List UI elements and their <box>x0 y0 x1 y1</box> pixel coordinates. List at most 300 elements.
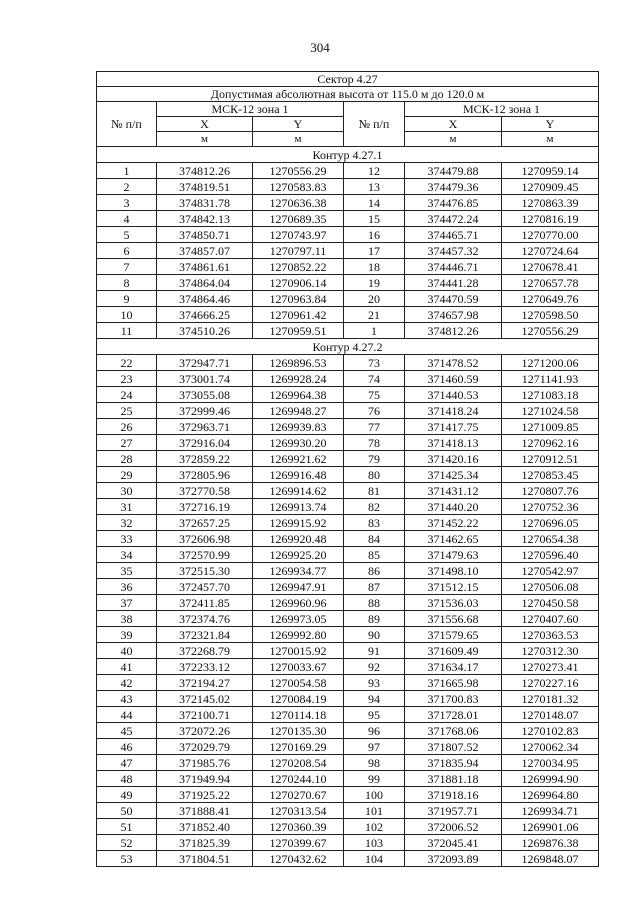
x-value-right: 374441.28 <box>405 275 502 291</box>
point-number-right: 73 <box>344 355 405 371</box>
y-value-left: 1269914.62 <box>253 483 344 499</box>
x-value-right: 371431.12 <box>405 483 502 499</box>
table-row <box>97 835 599 851</box>
y-value-right: 1270962.16 <box>502 435 599 451</box>
point-number-left: 32 <box>97 515 157 531</box>
y-value-right: 1270696.05 <box>502 515 599 531</box>
y-value-right: 1270657.78 <box>502 275 599 291</box>
y-value-left: 1270084.19 <box>253 691 344 707</box>
point-number-left: 22 <box>97 355 157 371</box>
point-number-right: 84 <box>344 531 405 547</box>
x-value-right: 371881.18 <box>405 771 502 787</box>
x-value-left: 372716.19 <box>157 499 253 515</box>
y-value-right: 1271024.58 <box>502 403 599 419</box>
y-value-left: 1270208.54 <box>253 755 344 771</box>
y-value-right: 1269848.07 <box>502 851 599 867</box>
y-value-left: 1269913.74 <box>253 499 344 515</box>
x-value-right: 371807.52 <box>405 739 502 755</box>
point-number-left: 33 <box>97 531 157 547</box>
x-value-left: 374861.61 <box>157 259 253 275</box>
point-number-right: 17 <box>344 243 405 259</box>
x-value-left: 372999.46 <box>157 403 253 419</box>
y-value-left: 1270270.67 <box>253 787 344 803</box>
system-header-right: МСК-12 зона 1 <box>405 102 599 117</box>
y-value-right: 1270102.83 <box>502 723 599 739</box>
x-value-left: 372515.30 <box>157 563 253 579</box>
x-value-left: 372570.99 <box>157 547 253 563</box>
x-value-right: 372006.52 <box>405 819 502 835</box>
point-number-right: 21 <box>344 307 405 323</box>
x-value-right: 371462.65 <box>405 531 502 547</box>
y-value-left: 1270852.22 <box>253 259 344 275</box>
x-value-left: 371985.76 <box>157 755 253 771</box>
y-value-right: 1270598.50 <box>502 307 599 323</box>
y-header-right: Y <box>502 117 599 132</box>
y-value-right: 1270863.39 <box>502 195 599 211</box>
y-value-left: 1269947.91 <box>253 579 344 595</box>
x-value-left: 374857.07 <box>157 243 253 259</box>
point-number-right: 12 <box>344 163 405 179</box>
y-value-left: 1270114.18 <box>253 707 344 723</box>
point-number-right: 101 <box>344 803 405 819</box>
point-number-left: 44 <box>97 707 157 723</box>
y-value-left: 1269960.96 <box>253 595 344 611</box>
table-row <box>97 275 599 291</box>
x-value-left: 372411.85 <box>157 595 253 611</box>
point-number-right: 15 <box>344 211 405 227</box>
point-number-left: 46 <box>97 739 157 755</box>
point-number-right: 20 <box>344 291 405 307</box>
y-value-right: 1271009.85 <box>502 419 599 435</box>
y-value-left: 1270360.39 <box>253 819 344 835</box>
point-number-left: 24 <box>97 387 157 403</box>
table-row <box>97 323 599 339</box>
y-value-left: 1269992.80 <box>253 627 344 643</box>
x-value-right: 371665.98 <box>405 675 502 691</box>
x-unit-left: м <box>157 132 253 147</box>
coordinates-table <box>96 71 599 867</box>
y-unit-left: м <box>253 132 344 147</box>
table-row <box>97 675 599 691</box>
y-value-left: 1270135.30 <box>253 723 344 739</box>
contour-header-row <box>97 147 599 163</box>
point-number-right: 78 <box>344 435 405 451</box>
y-value-left: 1270797.11 <box>253 243 344 259</box>
x-value-left: 374812.26 <box>157 163 253 179</box>
x-value-right: 374457.32 <box>405 243 502 259</box>
x-header-right: X <box>405 117 502 132</box>
y-value-right: 1270273.41 <box>502 659 599 675</box>
y-value-right: 1270596.40 <box>502 547 599 563</box>
y-value-left: 1270244.10 <box>253 771 344 787</box>
x-value-left: 371825.39 <box>157 835 253 851</box>
point-number-left: 42 <box>97 675 157 691</box>
y-value-left: 1269934.77 <box>253 563 344 579</box>
table-row <box>97 499 599 515</box>
point-number-right: 77 <box>344 419 405 435</box>
y-value-right: 1269964.80 <box>502 787 599 803</box>
y-value-right: 1270912.51 <box>502 451 599 467</box>
y-value-right: 1270807.76 <box>502 483 599 499</box>
x-value-left: 371852.40 <box>157 819 253 835</box>
y-value-right: 1270450.58 <box>502 595 599 611</box>
point-number-right: 90 <box>344 627 405 643</box>
y-value-left: 1269921.62 <box>253 451 344 467</box>
table-row <box>97 195 599 211</box>
point-number-left: 29 <box>97 467 157 483</box>
x-value-right: 371918.16 <box>405 787 502 803</box>
point-number-right: 95 <box>344 707 405 723</box>
table-row <box>97 259 599 275</box>
system-header-left: МСК-12 зона 1 <box>157 102 344 117</box>
x-value-left: 372268.79 <box>157 643 253 659</box>
point-number-left: 1 <box>97 163 157 179</box>
point-number-right: 104 <box>344 851 405 867</box>
y-value-right: 1269934.71 <box>502 803 599 819</box>
point-number-right: 89 <box>344 611 405 627</box>
point-number-left: 28 <box>97 451 157 467</box>
x-value-left: 374666.25 <box>157 307 253 323</box>
table-row <box>97 723 599 739</box>
point-number-right: 75 <box>344 387 405 403</box>
x-value-left: 372805.96 <box>157 467 253 483</box>
x-value-left: 371949.94 <box>157 771 253 787</box>
x-value-left: 373001.74 <box>157 371 253 387</box>
point-number-right: 74 <box>344 371 405 387</box>
point-number-right: 94 <box>344 691 405 707</box>
x-value-left: 374864.04 <box>157 275 253 291</box>
table-row <box>97 291 599 307</box>
y-value-left: 1270906.14 <box>253 275 344 291</box>
x-value-right: 374446.71 <box>405 259 502 275</box>
point-number-right: 13 <box>344 179 405 195</box>
x-value-right: 374476.85 <box>405 195 502 211</box>
point-number-right: 99 <box>344 771 405 787</box>
point-number-left: 25 <box>97 403 157 419</box>
x-value-right: 371634.17 <box>405 659 502 675</box>
x-value-left: 374864.46 <box>157 291 253 307</box>
y-value-right: 1270770.00 <box>502 227 599 243</box>
table-row <box>97 403 599 419</box>
y-value-right: 1269876.38 <box>502 835 599 851</box>
table-row <box>97 691 599 707</box>
x-value-right: 371418.13 <box>405 435 502 451</box>
x-value-left: 372233.12 <box>157 659 253 675</box>
point-number-left: 4 <box>97 211 157 227</box>
contour-header-row <box>97 339 599 355</box>
x-value-right: 371418.24 <box>405 403 502 419</box>
x-value-right: 371478.52 <box>405 355 502 371</box>
y-value-left: 1270015.92 <box>253 643 344 659</box>
table-row <box>97 579 599 595</box>
point-number-left: 51 <box>97 819 157 835</box>
x-value-left: 372916.04 <box>157 435 253 451</box>
y-value-right: 1270909.45 <box>502 179 599 195</box>
page-number: 304 <box>310 40 330 55</box>
point-number-left: 5 <box>97 227 157 243</box>
x-value-right: 371728.01 <box>405 707 502 723</box>
point-number-left: 3 <box>97 195 157 211</box>
point-number-right: 93 <box>344 675 405 691</box>
y-value-left: 1270961.42 <box>253 307 344 323</box>
x-value-left: 374510.26 <box>157 323 253 339</box>
table-row <box>97 467 599 483</box>
point-number-left: 52 <box>97 835 157 851</box>
point-number-right: 14 <box>344 195 405 211</box>
x-value-right: 374657.98 <box>405 307 502 323</box>
x-value-right: 371498.10 <box>405 563 502 579</box>
y-value-right: 1269994.90 <box>502 771 599 787</box>
x-value-left: 374850.71 <box>157 227 253 243</box>
y-value-right: 1270556.29 <box>502 323 599 339</box>
y-value-left: 1269930.20 <box>253 435 344 451</box>
table-row <box>97 707 599 723</box>
y-value-right: 1271141.93 <box>502 371 599 387</box>
point-number-left: 43 <box>97 691 157 707</box>
x-value-right: 371479.63 <box>405 547 502 563</box>
y-value-left: 1270689.35 <box>253 211 344 227</box>
y-value-left: 1269939.83 <box>253 419 344 435</box>
point-number-left: 8 <box>97 275 157 291</box>
x-value-right: 371957.71 <box>405 803 502 819</box>
y-value-right: 1270062.34 <box>502 739 599 755</box>
y-value-right: 1270542.97 <box>502 563 599 579</box>
point-number-right: 98 <box>344 755 405 771</box>
y-value-left: 1269915.92 <box>253 515 344 531</box>
x-value-left: 372770.58 <box>157 483 253 499</box>
point-number-left: 31 <box>97 499 157 515</box>
y-value-left: 1269916.48 <box>253 467 344 483</box>
x-value-left: 374831.78 <box>157 195 253 211</box>
table-row <box>97 803 599 819</box>
x-value-left: 374842.13 <box>157 211 253 227</box>
point-number-left: 49 <box>97 787 157 803</box>
x-value-left: 372029.79 <box>157 739 253 755</box>
y-value-right: 1270181.32 <box>502 691 599 707</box>
point-number-right: 85 <box>344 547 405 563</box>
table-row <box>97 211 599 227</box>
point-number-left: 7 <box>97 259 157 275</box>
point-number-right: 81 <box>344 483 405 499</box>
point-number-left: 2 <box>97 179 157 195</box>
y-value-left: 1269964.38 <box>253 387 344 403</box>
point-number-left: 27 <box>97 435 157 451</box>
x-value-right: 371536.03 <box>405 595 502 611</box>
table-row <box>97 435 599 451</box>
y-value-right: 1270678.41 <box>502 259 599 275</box>
y-value-left: 1270399.67 <box>253 835 344 851</box>
y-value-right: 1270724.64 <box>502 243 599 259</box>
x-value-left: 372321.84 <box>157 627 253 643</box>
point-number-left: 45 <box>97 723 157 739</box>
y-value-left: 1270169.29 <box>253 739 344 755</box>
y-value-left: 1269920.48 <box>253 531 344 547</box>
table-row <box>97 243 599 259</box>
y-value-right: 1270959.14 <box>502 163 599 179</box>
x-value-left: 372072.26 <box>157 723 253 739</box>
y-value-left: 1270743.97 <box>253 227 344 243</box>
point-number-right: 79 <box>344 451 405 467</box>
point-number-left: 11 <box>97 323 157 339</box>
point-number-header: № п/п <box>97 102 157 147</box>
point-number-right: 91 <box>344 643 405 659</box>
point-number-left: 47 <box>97 755 157 771</box>
y-value-left: 1269948.27 <box>253 403 344 419</box>
point-number-left: 26 <box>97 419 157 435</box>
x-value-left: 372194.27 <box>157 675 253 691</box>
y-value-left: 1270963.84 <box>253 291 344 307</box>
table-row <box>97 227 599 243</box>
table-row <box>97 515 599 531</box>
point-number-right: 82 <box>344 499 405 515</box>
x-value-right: 371700.83 <box>405 691 502 707</box>
point-number-right: 103 <box>344 835 405 851</box>
x-value-right: 371512.15 <box>405 579 502 595</box>
x-value-right: 374472.24 <box>405 211 502 227</box>
x-value-left: 372145.02 <box>157 691 253 707</box>
table-row <box>97 819 599 835</box>
x-value-left: 372947.71 <box>157 355 253 371</box>
table-row <box>97 611 599 627</box>
x-value-right: 371556.68 <box>405 611 502 627</box>
point-number-left: 6 <box>97 243 157 259</box>
x-value-right: 374479.88 <box>405 163 502 179</box>
x-value-left: 372859.22 <box>157 451 253 467</box>
point-number-left: 35 <box>97 563 157 579</box>
contour-title: Контур 4.27.1 <box>97 147 599 163</box>
height-range: Допустимая абсолютная высота от 115.0 м до 120.0 м <box>97 87 599 102</box>
x-value-right: 371835.94 <box>405 755 502 771</box>
x-value-right: 374479.36 <box>405 179 502 195</box>
table-row <box>97 643 599 659</box>
table-row <box>97 563 599 579</box>
y-value-right: 1271200.06 <box>502 355 599 371</box>
y-value-left: 1269896.53 <box>253 355 344 371</box>
y-value-right: 1271083.18 <box>502 387 599 403</box>
point-number-right: 97 <box>344 739 405 755</box>
point-number-left: 41 <box>97 659 157 675</box>
point-number-right: 86 <box>344 563 405 579</box>
x-value-left: 371804.51 <box>157 851 253 867</box>
table-row <box>97 355 599 371</box>
point-number-right: 83 <box>344 515 405 531</box>
x-value-left: 372606.98 <box>157 531 253 547</box>
x-value-right: 371579.65 <box>405 627 502 643</box>
table-row <box>97 531 599 547</box>
point-number-left: 9 <box>97 291 157 307</box>
point-number-right: 100 <box>344 787 405 803</box>
y-value-right: 1270853.45 <box>502 467 599 483</box>
y-value-right: 1270148.07 <box>502 707 599 723</box>
table-row <box>97 179 599 195</box>
table-row <box>97 387 599 403</box>
x-value-right: 371417.75 <box>405 419 502 435</box>
point-number-right: 102 <box>344 819 405 835</box>
x-value-left: 372963.71 <box>157 419 253 435</box>
point-number-right: 1 <box>344 323 405 339</box>
y-value-right: 1270649.76 <box>502 291 599 307</box>
table-row <box>97 595 599 611</box>
y-unit-right: м <box>502 132 599 147</box>
table-row <box>97 787 599 803</box>
x-value-right: 371440.20 <box>405 499 502 515</box>
x-value-right: 371425.34 <box>405 467 502 483</box>
y-value-left: 1270959.51 <box>253 323 344 339</box>
table-row <box>97 755 599 771</box>
x-value-right: 371452.22 <box>405 515 502 531</box>
x-value-left: 372374.76 <box>157 611 253 627</box>
y-value-left: 1270583.83 <box>253 179 344 195</box>
x-value-right: 372045.41 <box>405 835 502 851</box>
table-row <box>97 307 599 323</box>
table-row <box>97 483 599 499</box>
table-row <box>97 851 599 867</box>
y-value-left: 1270432.62 <box>253 851 344 867</box>
table-row <box>97 659 599 675</box>
y-value-left: 1269973.05 <box>253 611 344 627</box>
point-number-right: 96 <box>344 723 405 739</box>
y-value-right: 1270363.53 <box>502 627 599 643</box>
contour-title: Контур 4.27.2 <box>97 339 599 355</box>
sector-title: Сектор 4.27 <box>97 72 599 87</box>
point-number-left: 50 <box>97 803 157 819</box>
point-number-left: 39 <box>97 627 157 643</box>
y-value-left: 1270636.38 <box>253 195 344 211</box>
x-value-right: 372093.89 <box>405 851 502 867</box>
table-row <box>97 739 599 755</box>
x-value-right: 371460.59 <box>405 371 502 387</box>
point-number-left: 48 <box>97 771 157 787</box>
y-header-left: Y <box>253 117 344 132</box>
y-value-left: 1270054.58 <box>253 675 344 691</box>
x-value-right: 374470.59 <box>405 291 502 307</box>
y-value-left: 1269928.24 <box>253 371 344 387</box>
x-value-left: 374819.51 <box>157 179 253 195</box>
x-value-right: 371440.53 <box>405 387 502 403</box>
y-value-right: 1270752.36 <box>502 499 599 515</box>
x-value-right: 371609.49 <box>405 643 502 659</box>
x-value-left: 371925.22 <box>157 787 253 803</box>
table-row <box>97 371 599 387</box>
x-value-right: 374812.26 <box>405 323 502 339</box>
x-value-left: 373055.08 <box>157 387 253 403</box>
y-value-right: 1270227.16 <box>502 675 599 691</box>
point-number-right: 16 <box>344 227 405 243</box>
y-value-right: 1269901.06 <box>502 819 599 835</box>
table-row <box>97 771 599 787</box>
y-value-right: 1270312.30 <box>502 643 599 659</box>
point-number-left: 38 <box>97 611 157 627</box>
point-number-left: 10 <box>97 307 157 323</box>
point-number-left: 23 <box>97 371 157 387</box>
y-value-right: 1270654.38 <box>502 531 599 547</box>
x-unit-right: м <box>405 132 502 147</box>
y-value-left: 1269925.20 <box>253 547 344 563</box>
point-number-right: 92 <box>344 659 405 675</box>
y-value-right: 1270407.60 <box>502 611 599 627</box>
table-row <box>97 419 599 435</box>
x-value-left: 371888.41 <box>157 803 253 819</box>
point-number-right: 18 <box>344 259 405 275</box>
y-value-left: 1270313.54 <box>253 803 344 819</box>
table-row <box>97 163 599 179</box>
point-number-left: 34 <box>97 547 157 563</box>
x-value-right: 371420.16 <box>405 451 502 467</box>
y-value-right: 1270034.95 <box>502 755 599 771</box>
x-value-left: 372457.70 <box>157 579 253 595</box>
table-row <box>97 547 599 563</box>
y-value-left: 1270033.67 <box>253 659 344 675</box>
